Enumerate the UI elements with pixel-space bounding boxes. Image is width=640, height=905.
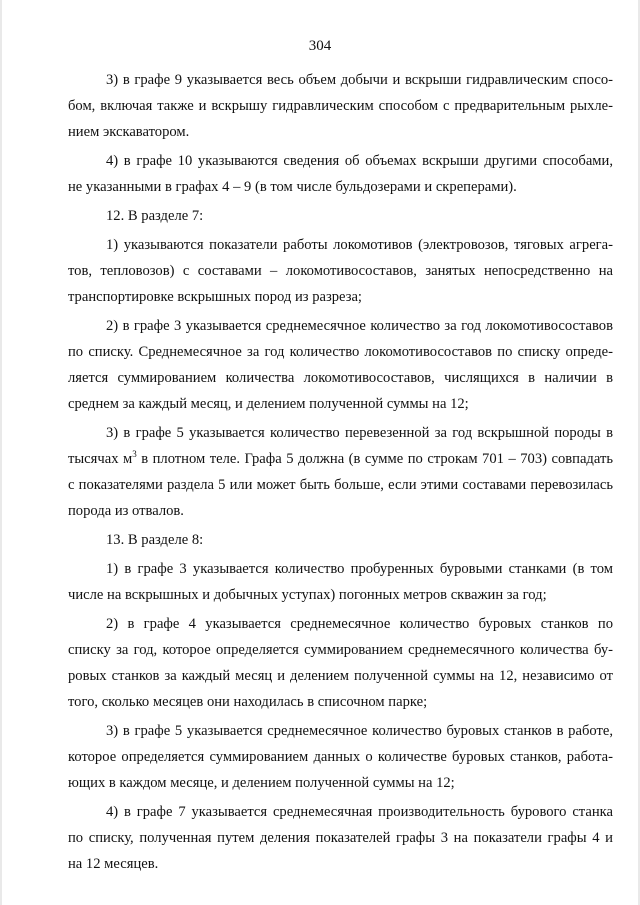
text-line: 3) в графе 9 указывается весь объем добычи и вскрыши гидравлическим спосо- bbox=[106, 72, 613, 88]
text-line: не указанными в графах 4 – 9 (в том числе бульдозерами и скреперами). bbox=[68, 179, 517, 195]
text-line: ющих в каждом месяце, и делением полученной суммы на 12; bbox=[68, 775, 455, 791]
text-line: 4) в графе 7 указывается среднемесячная производительность бурового станка bbox=[106, 804, 613, 820]
text-line: по списку, полученная путем деления показателей графы 3 на показатели графы 4 и bbox=[68, 830, 613, 846]
text-line: 3) в графе 5 указывается среднемесячное количество буровых станков в работе, bbox=[106, 723, 613, 739]
superscript-cubic: 3 bbox=[132, 449, 137, 459]
paragraph-p10 bbox=[68, 718, 613, 796]
text-line: списку за год, которое определяется суммированием среднемесячного количества бу- bbox=[68, 642, 613, 658]
text-line: ляется суммированием количества локомотивосоставов, числящихся в наличии в bbox=[68, 370, 613, 386]
section-heading-text: 12. В разделе 7: bbox=[106, 208, 204, 224]
section-heading-7 bbox=[68, 203, 613, 229]
text-line: 3) в графе 5 указывается количество перевезенной за год вскрышной породы в bbox=[106, 425, 613, 441]
section-heading-8 bbox=[68, 527, 613, 553]
text-line: того, сколько месяцев они находилась в списочном парке; bbox=[68, 694, 428, 710]
text-line: 1) указываются показатели работы локомотивов (электровозов, тяговых агрега- bbox=[106, 237, 613, 253]
text-fragment: в плотном теле. Графа 5 должна (в сумме по строкам 701 – 703) совпадать bbox=[136, 451, 613, 467]
text-line: которое определяется суммированием данных о количестве буровых станков, работа- bbox=[68, 749, 613, 765]
text-line: 1) в графе 3 указывается количество пробуренных буровыми станками (в том bbox=[106, 561, 613, 577]
text-line: транспортировке вскрышных пород из разреза; bbox=[68, 289, 362, 305]
paragraph-p1 bbox=[68, 67, 613, 145]
paragraph-p11 bbox=[68, 799, 613, 877]
paragraph-p6 bbox=[68, 420, 613, 524]
scan-left-edge bbox=[0, 0, 2, 905]
text-line: 2) в графе 4 указывается среднемесячное количество буровых станков по bbox=[106, 616, 613, 632]
text-line: среднем за каждый месяц, и делением полученной суммы на 12; bbox=[68, 396, 469, 412]
text-line: порода из отвалов. bbox=[68, 503, 184, 519]
text-line: бом, включая также и вскрышу гидравлическим способом с предварительным рыхле- bbox=[68, 98, 613, 114]
section-heading-text: 13. В разделе 8: bbox=[106, 532, 204, 548]
text-line: числе на вскрышных и добычных уступах) погонных метров скважин за год; bbox=[68, 587, 547, 603]
text-line: на 12 месяцев. bbox=[68, 856, 159, 872]
paragraph-p5 bbox=[68, 313, 613, 417]
paragraph-p9 bbox=[68, 611, 613, 715]
text-line: по списку. Среднемесячное за год количество локомотивосоставов по списку опреде- bbox=[68, 344, 613, 360]
text-line: с показателями раздела 5 или может быть больше, если этими составами перевозилась bbox=[68, 477, 613, 493]
text-fragment: тысячах м bbox=[68, 451, 133, 467]
document-body bbox=[68, 67, 613, 880]
text-line: нием экскаватором. bbox=[68, 124, 190, 140]
paragraph-p8 bbox=[68, 556, 613, 608]
paragraph-p4 bbox=[68, 232, 613, 310]
text-line: ровых станков за каждый месяц и делением полученной суммы на 12, независимо от bbox=[68, 668, 613, 684]
text-line-with-superscript bbox=[68, 446, 613, 472]
text-line: 4) в графе 10 указываются сведения об объемах вскрыши другими способами, bbox=[106, 153, 613, 169]
text-line: тов, тепловозов) с составами – локомотивосоставов, занятых непосредственно на bbox=[68, 263, 613, 279]
text-line: 2) в графе 3 указывается среднемесячное количество за год локомотивосоставов bbox=[106, 318, 613, 334]
page-number: 304 bbox=[308, 38, 332, 54]
paragraph-p2 bbox=[68, 148, 613, 200]
